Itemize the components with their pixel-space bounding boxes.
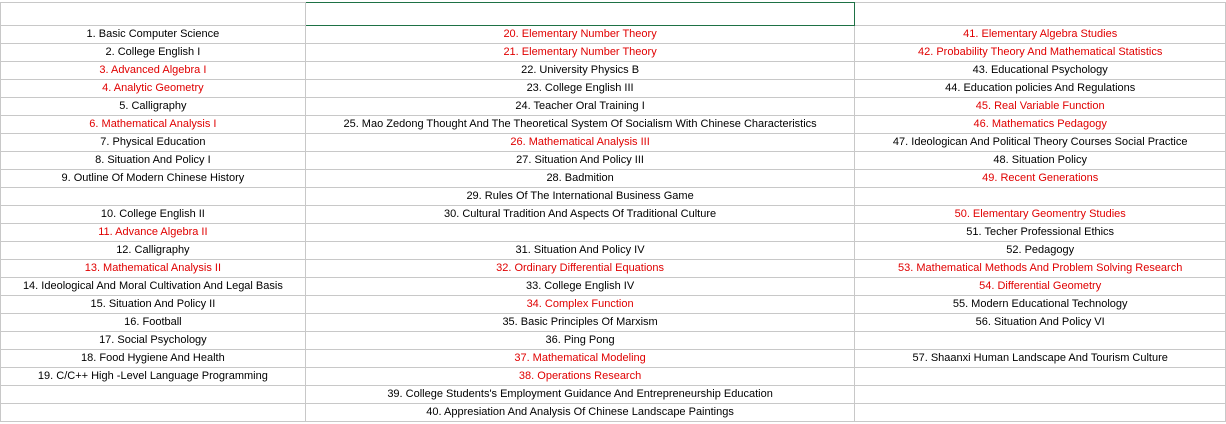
table-row: [1, 332, 1226, 350]
cell-r15-c1[interactable]: 33. College English IV: [305, 278, 855, 296]
table-row: [1, 188, 1226, 206]
cell-r0-c1[interactable]: [305, 3, 855, 26]
cell-r1-c1[interactable]: 20. Elementary Number Theory: [305, 26, 855, 44]
cell-r0-c2[interactable]: [855, 3, 1226, 26]
table-row: [1, 44, 1226, 62]
cell-r22-c2[interactable]: [855, 404, 1226, 422]
cell-r5-c0[interactable]: 5. Calligraphy: [1, 98, 306, 116]
cell-r8-c0[interactable]: 8. Situation And Policy I: [1, 152, 306, 170]
cell-r2-c0[interactable]: 2. College English I: [1, 44, 306, 62]
cell-r17-c1[interactable]: 35. Basic Principles Of Marxism: [305, 314, 855, 332]
table-row: [1, 386, 1226, 404]
cell-r21-c1[interactable]: 39. College Students's Employment Guidance And Entrepreneurship Education: [305, 386, 855, 404]
cell-r16-c1[interactable]: 34. Complex Function: [305, 296, 855, 314]
table-row: [1, 116, 1226, 134]
cell-r14-c1[interactable]: 32. Ordinary Differential Equations: [305, 260, 855, 278]
cell-r12-c0[interactable]: 11. Advance Algebra II: [1, 224, 306, 242]
cell-r3-c1[interactable]: 22. University Physics B: [305, 62, 855, 80]
cell-r9-c0[interactable]: 9. Outline Of Modern Chinese History: [1, 170, 306, 188]
cell-r18-c1[interactable]: 36. Ping Pong: [305, 332, 855, 350]
cell-r6-c2[interactable]: 46. Mathematics Pedagogy: [855, 116, 1226, 134]
cell-r8-c1[interactable]: 27. Situation And Policy III: [305, 152, 855, 170]
cell-r10-c1[interactable]: 29. Rules Of The International Business Game: [305, 188, 855, 206]
table-row: [1, 3, 1226, 26]
cell-r20-c1[interactable]: 38. Operations Research: [305, 368, 855, 386]
table-row: [1, 26, 1226, 44]
table-row: [1, 62, 1226, 80]
spreadsheet-grid: [0, 2, 1226, 422]
cell-r1-c0[interactable]: 1. Basic Computer Science: [1, 26, 306, 44]
cell-r16-c2[interactable]: 55. Modern Educational Technology: [855, 296, 1226, 314]
cell-r21-c0[interactable]: [1, 386, 306, 404]
cell-r0-c0[interactable]: [1, 3, 306, 26]
cell-r12-c1[interactable]: [305, 224, 855, 242]
cell-r7-c0[interactable]: 7. Physical Education: [1, 134, 306, 152]
cell-r14-c2[interactable]: 53. Mathematical Methods And Problem Solving Research: [855, 260, 1226, 278]
table-row: [1, 152, 1226, 170]
table-row: [1, 134, 1226, 152]
cell-r6-c1[interactable]: 25. Mao Zedong Thought And The Theoretical System Of Socialism With Chinese Characteristics: [305, 116, 855, 134]
cell-r3-c2[interactable]: 43. Educational Psychology: [855, 62, 1226, 80]
cell-r2-c2[interactable]: 42. Probability Theory And Mathematical Statistics: [855, 44, 1226, 62]
cell-r5-c1[interactable]: 24. Teacher Oral Training I: [305, 98, 855, 116]
cell-r19-c2[interactable]: 57. Shaanxi Human Landscape And Tourism Culture: [855, 350, 1226, 368]
grid-body: [1, 3, 1226, 422]
table-row: [1, 350, 1226, 368]
table-row: [1, 224, 1226, 242]
table-row: [1, 260, 1226, 278]
table-row: [1, 296, 1226, 314]
cell-r3-c0[interactable]: 3. Advanced Algebra I: [1, 62, 306, 80]
cell-r16-c0[interactable]: 15. Situation And Policy II: [1, 296, 306, 314]
cell-r11-c1[interactable]: 30. Cultural Tradition And Aspects Of Traditional Culture: [305, 206, 855, 224]
cell-r22-c1[interactable]: 40. Appresiation And Analysis Of Chinese Landscape Paintings: [305, 404, 855, 422]
cell-r22-c0[interactable]: [1, 404, 306, 422]
cell-r10-c0[interactable]: [1, 188, 306, 206]
cell-r10-c2[interactable]: [855, 188, 1226, 206]
cell-r18-c0[interactable]: 17. Social Psychology: [1, 332, 306, 350]
cell-r19-c1[interactable]: 37. Mathematical Modeling: [305, 350, 855, 368]
table-row: [1, 206, 1226, 224]
cell-r6-c0[interactable]: 6. Mathematical Analysis I: [1, 116, 306, 134]
table-row: [1, 368, 1226, 386]
cell-r21-c2[interactable]: [855, 386, 1226, 404]
cell-r11-c0[interactable]: 10. College English II: [1, 206, 306, 224]
cell-r19-c0[interactable]: 18. Food Hygiene And Health: [1, 350, 306, 368]
cell-r5-c2[interactable]: 45. Real Variable Function: [855, 98, 1226, 116]
cell-r4-c2[interactable]: 44. Education policies And Regulations: [855, 80, 1226, 98]
cell-r2-c1[interactable]: 21. Elementary Number Theory: [305, 44, 855, 62]
cell-r13-c0[interactable]: 12. Calligraphy: [1, 242, 306, 260]
cell-r15-c2[interactable]: 54. Differential Geometry: [855, 278, 1226, 296]
table-row: [1, 314, 1226, 332]
table-row: [1, 80, 1226, 98]
cell-r11-c2[interactable]: 50. Elementary Geomentry Studies: [855, 206, 1226, 224]
cell-r8-c2[interactable]: 48. Situation Policy: [855, 152, 1226, 170]
cell-r12-c2[interactable]: 51. Techer Professional Ethics: [855, 224, 1226, 242]
cell-r1-c2[interactable]: 41. Elementary Algebra Studies: [855, 26, 1226, 44]
table-row: [1, 404, 1226, 422]
cell-r4-c0[interactable]: 4. Analytic Geometry: [1, 80, 306, 98]
cell-r15-c0[interactable]: 14. Ideological And Moral Cultivation And Legal Basis: [1, 278, 306, 296]
cell-r9-c2[interactable]: 49. Recent Generations: [855, 170, 1226, 188]
cell-r7-c2[interactable]: 47. Ideologican And Political Theory Courses Social Practice: [855, 134, 1226, 152]
cell-r20-c2[interactable]: [855, 368, 1226, 386]
cell-r18-c2[interactable]: [855, 332, 1226, 350]
cell-r17-c0[interactable]: 16. Football: [1, 314, 306, 332]
cell-r9-c1[interactable]: 28. Badmition: [305, 170, 855, 188]
cell-r13-c1[interactable]: 31. Situation And Policy IV: [305, 242, 855, 260]
cell-r4-c1[interactable]: 23. College English III: [305, 80, 855, 98]
cell-r7-c1[interactable]: 26. Mathematical Analysis III: [305, 134, 855, 152]
cell-r20-c0[interactable]: 19. C/C++ High -Level Language Programming: [1, 368, 306, 386]
table-row: [1, 242, 1226, 260]
cell-r13-c2[interactable]: 52. Pedagogy: [855, 242, 1226, 260]
cell-r14-c0[interactable]: 13. Mathematical Analysis II: [1, 260, 306, 278]
table-row: [1, 278, 1226, 296]
table-row: [1, 170, 1226, 188]
cell-r17-c2[interactable]: 56. Situation And Policy VI: [855, 314, 1226, 332]
table-row: [1, 98, 1226, 116]
